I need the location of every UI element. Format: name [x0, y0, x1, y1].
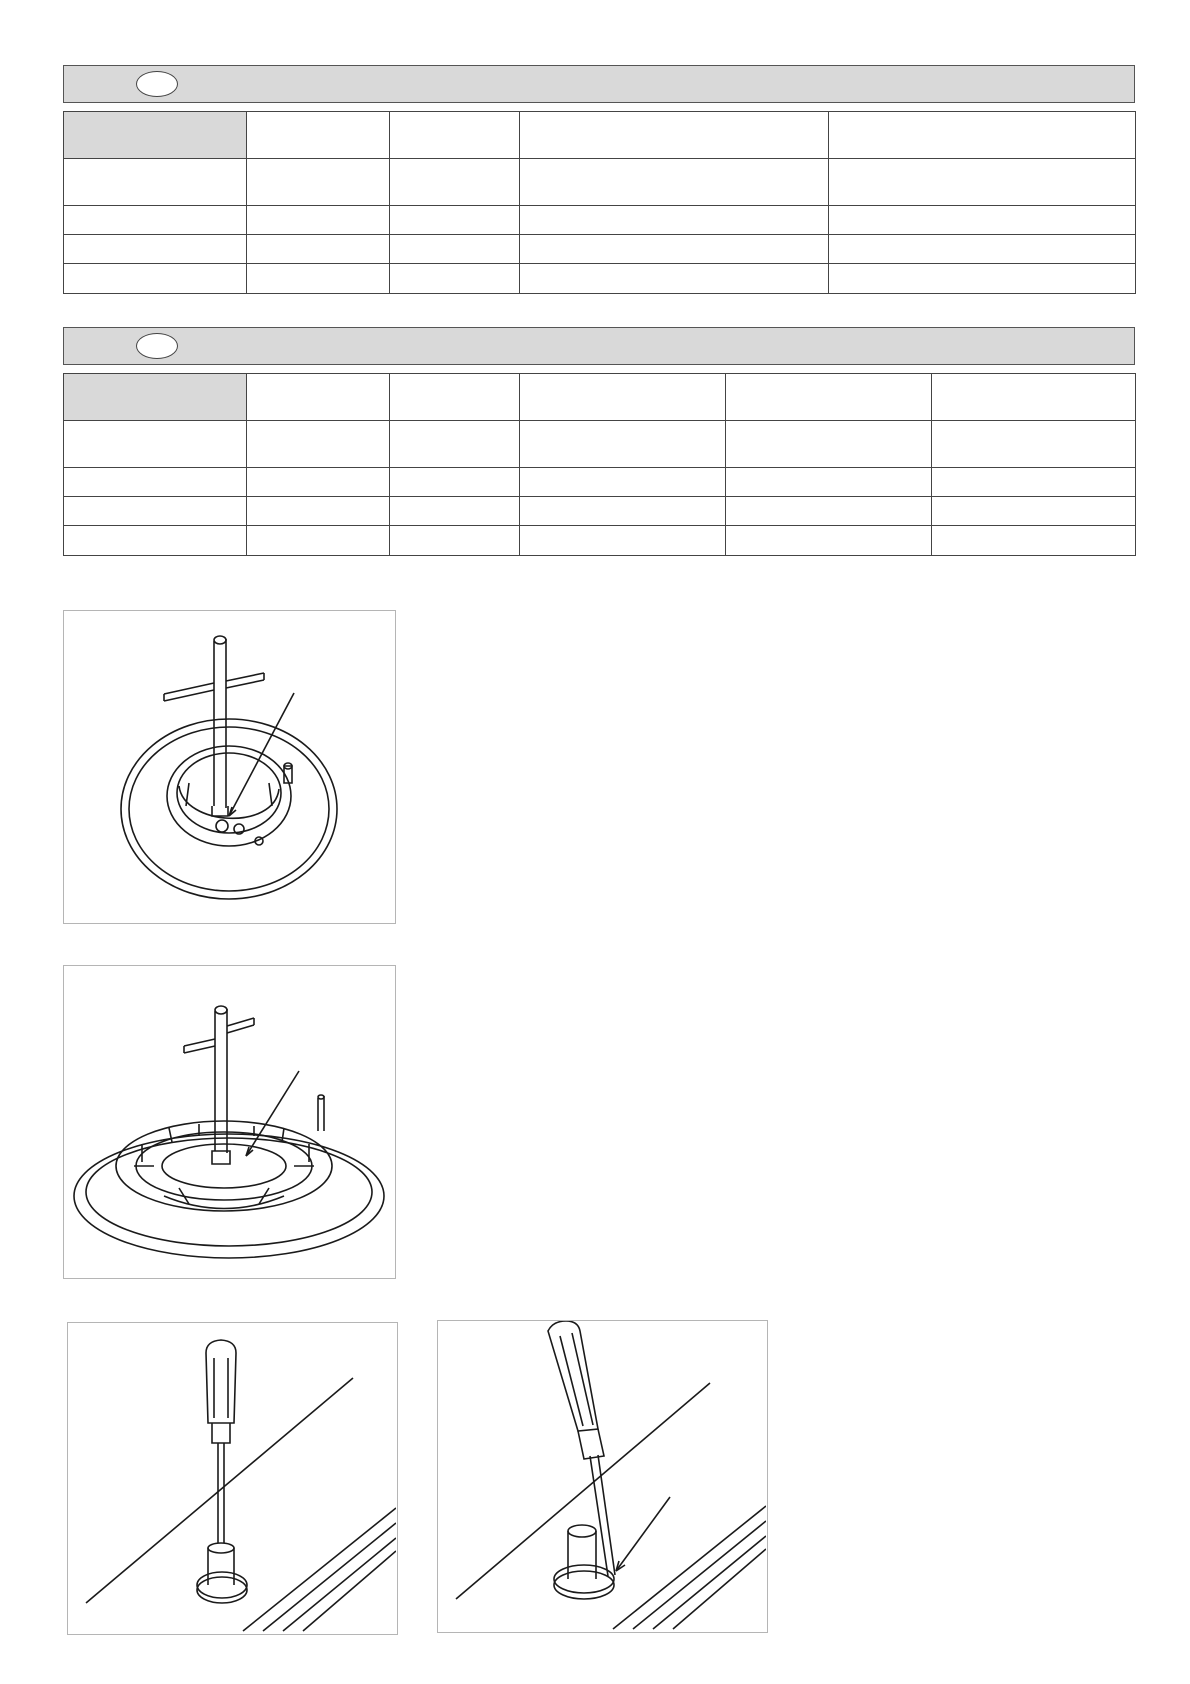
table-cell: [932, 421, 1136, 468]
table-cell: [726, 526, 932, 556]
table-cell: [64, 421, 247, 468]
table-cell: [247, 206, 390, 235]
table-cell: [932, 526, 1136, 556]
table-cell: [247, 468, 390, 497]
table-cell: [726, 374, 932, 421]
table-cell: [520, 497, 726, 526]
section-header-band-1: [63, 65, 1135, 103]
figure-screwdriver-tap-1: [67, 1322, 398, 1635]
table-cell: [64, 468, 247, 497]
table-row: [64, 159, 1136, 206]
table-cell: [829, 159, 1136, 206]
table-cell: [520, 159, 829, 206]
table-cell: [932, 497, 1136, 526]
table-row: [64, 374, 1136, 421]
table-row: [64, 264, 1136, 294]
table-cell: [390, 264, 520, 294]
table-cell: [247, 264, 390, 294]
table-row: [64, 112, 1136, 159]
screwdriver-tap-illustration-icon: [438, 1321, 766, 1631]
table-cell: [520, 526, 726, 556]
table-row: [64, 468, 1136, 497]
figure-screwdriver-tap-2: [437, 1320, 768, 1633]
table-header-cell: [64, 374, 247, 421]
table-cell: [390, 526, 520, 556]
table-header-cell: [64, 112, 247, 159]
table-cell: [829, 264, 1136, 294]
table-cell: [64, 159, 247, 206]
table-cell: [390, 468, 520, 497]
table-cell: [520, 235, 829, 264]
table-cell: [390, 112, 520, 159]
table-cell: [64, 206, 247, 235]
table-row: [64, 497, 1136, 526]
table-cell: [726, 468, 932, 497]
table-cell: [520, 421, 726, 468]
table-cell: [247, 235, 390, 264]
table-cell: [829, 112, 1136, 159]
table-cell: [247, 421, 390, 468]
table-cell: [247, 159, 390, 206]
gas-table-2: [63, 373, 1136, 556]
table-cell: [520, 468, 726, 497]
table-row: [64, 526, 1136, 556]
screwdriver-tap-illustration-icon: [68, 1323, 396, 1633]
table-cell: [726, 497, 932, 526]
language-badge-2: [136, 333, 178, 359]
table-cell: [390, 235, 520, 264]
table-cell: [520, 264, 829, 294]
table-row: [64, 421, 1136, 468]
figure-wrench-large-burner: [63, 965, 396, 1279]
box-spanner-burner-illustration-icon: [64, 611, 394, 922]
table-cell: [829, 235, 1136, 264]
table-cell: [390, 159, 520, 206]
table-cell: [390, 421, 520, 468]
table-cell: [64, 497, 247, 526]
gas-table-1: [63, 111, 1136, 294]
table-row: [64, 206, 1136, 235]
table-cell: [829, 206, 1136, 235]
table-cell: [520, 112, 829, 159]
language-badge-1: [136, 71, 178, 97]
table-cell: [247, 112, 390, 159]
table-cell: [247, 526, 390, 556]
box-spanner-burner-illustration-icon: [64, 966, 394, 1277]
table-row: [64, 235, 1136, 264]
table-cell: [390, 374, 520, 421]
table-cell: [247, 497, 390, 526]
section-header-band-2: [63, 327, 1135, 365]
table-cell: [520, 374, 726, 421]
table-cell: [64, 264, 247, 294]
table-cell: [932, 374, 1136, 421]
table-cell: [390, 206, 520, 235]
table-cell: [64, 526, 247, 556]
table-cell: [932, 468, 1136, 497]
table-cell: [247, 374, 390, 421]
table-cell: [390, 497, 520, 526]
table-cell: [520, 206, 829, 235]
table-cell: [726, 421, 932, 468]
figure-wrench-small-burner: [63, 610, 396, 924]
table-cell: [64, 235, 247, 264]
